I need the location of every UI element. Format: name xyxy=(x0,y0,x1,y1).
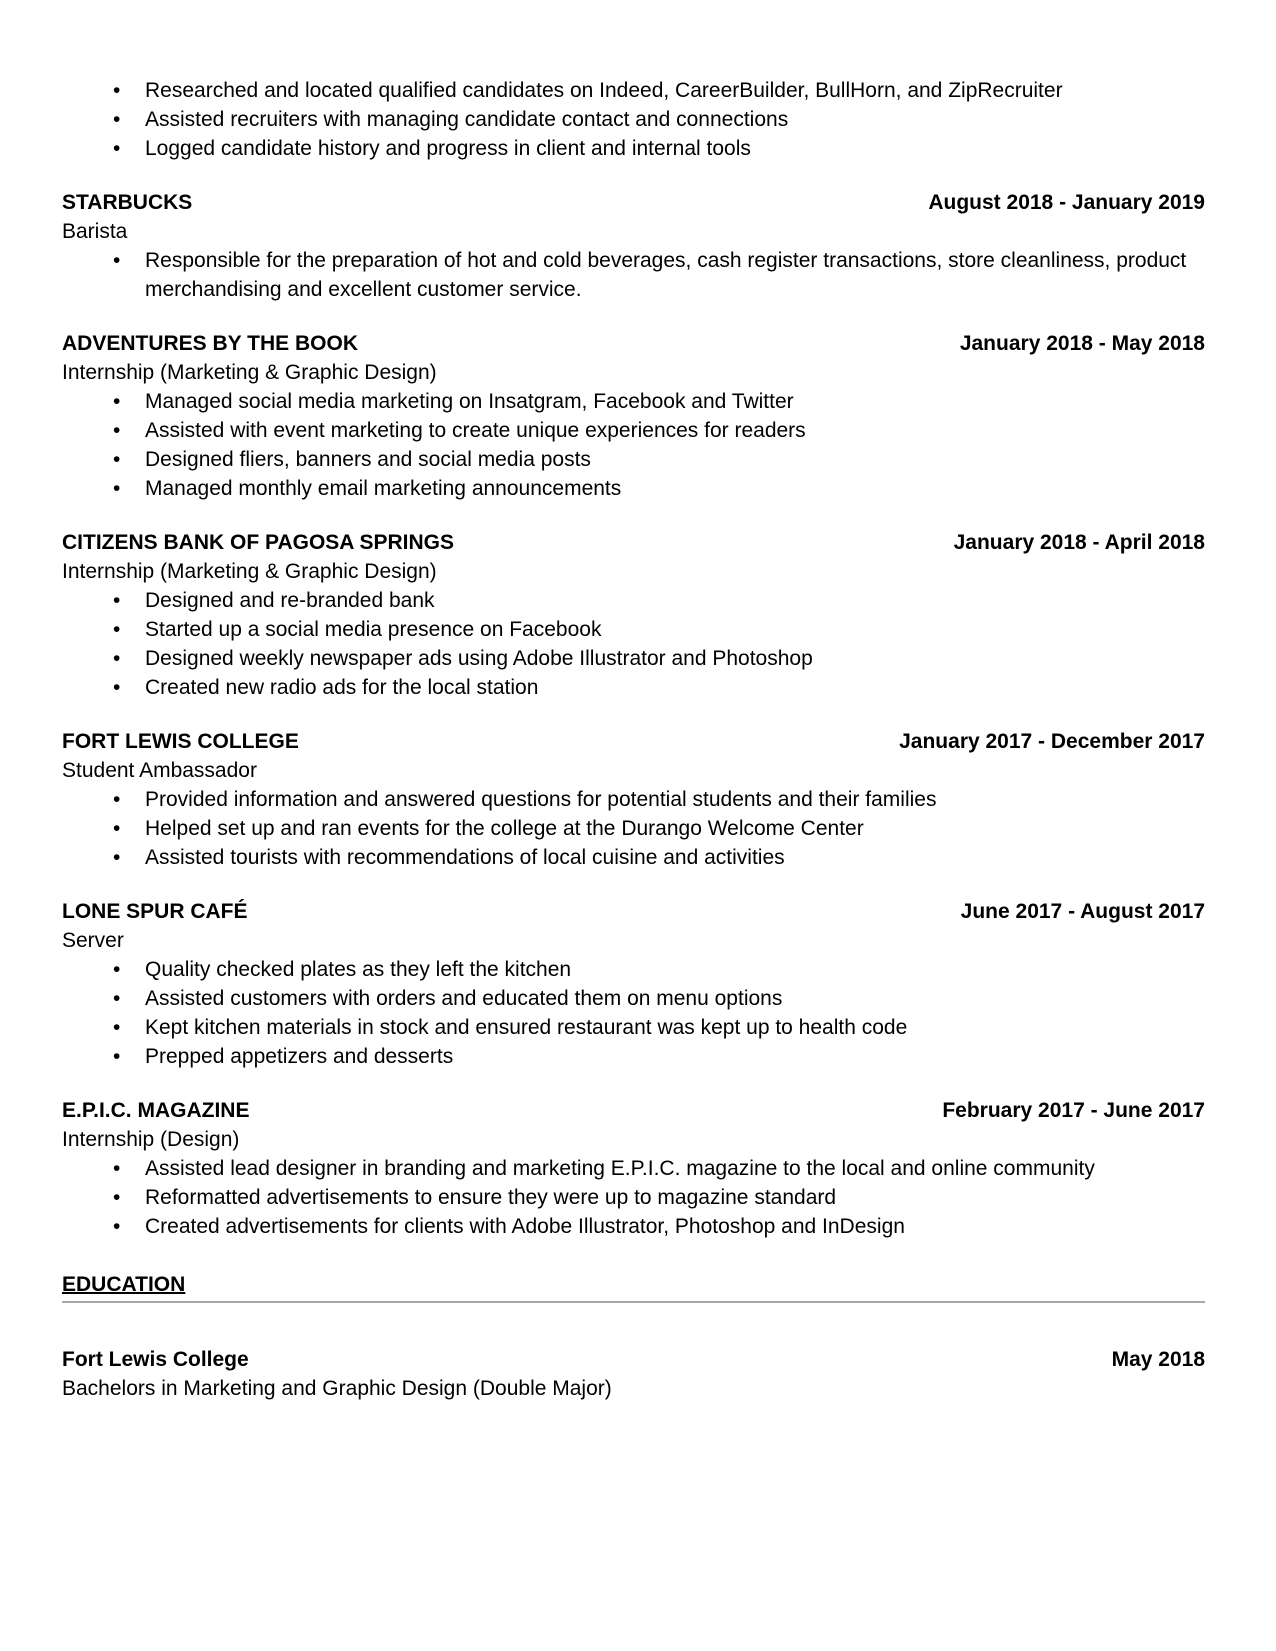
job-title: Internship (Marketing & Graphic Design) xyxy=(62,361,437,384)
section-header xyxy=(62,1096,1205,1125)
bullet-item: • Designed and re-branded bank xyxy=(62,586,1205,615)
date-range: January 2017 - December 2017 xyxy=(899,730,1205,753)
bullet-item: • Created new radio ads for the local station xyxy=(62,673,1205,702)
bullet-item: • Created advertisements for clients with Adobe Illustrator, Photoshop and InDesign xyxy=(62,1212,1205,1241)
experience-section-starbucks xyxy=(62,188,1205,304)
bullet-item: • Researched and located qualified candidates on Indeed, CareerBuilder, BullHorn, and ZipRecruiter xyxy=(62,76,1205,105)
company-name: LONE SPUR CAFÉ xyxy=(62,900,248,923)
bullet-item: • Responsible for the preparation of hot and cold beverages, cash register transactions, store cleanliness, product merchandising and excellent customer service. xyxy=(62,246,1205,304)
resume-content xyxy=(62,76,1205,1403)
education-entry xyxy=(62,1345,1205,1403)
company-name: E.P.I.C. MAGAZINE xyxy=(62,1099,250,1122)
section-header xyxy=(62,188,1205,217)
bullet-item: • Prepped appetizers and desserts xyxy=(62,1042,1205,1071)
degree-name: Bachelors in Marketing and Graphic Design (Double Major) xyxy=(62,1377,612,1400)
bullet-list xyxy=(62,586,1205,702)
experience-section-epic-magazine xyxy=(62,1096,1205,1241)
section-header xyxy=(62,727,1205,756)
company-name: CITIZENS BANK OF PAGOSA SPRINGS xyxy=(62,531,455,554)
date-range: February 2017 - June 2017 xyxy=(942,1099,1205,1122)
bullet-item: • Managed monthly email marketing announcements xyxy=(62,474,1205,503)
job-title: Internship (Marketing & Graphic Design) xyxy=(62,560,437,583)
bullet-item: • Assisted with event marketing to create unique experiences for readers xyxy=(62,416,1205,445)
bullet-item: • Started up a social media presence on Facebook xyxy=(62,615,1205,644)
date-range: August 2018 - January 2019 xyxy=(928,191,1205,214)
education-section-heading xyxy=(62,1271,1205,1303)
bullet-list xyxy=(62,1154,1205,1241)
bullet-item: • Logged candidate history and progress in client and internal tools xyxy=(62,134,1205,163)
job-title: Internship (Design) xyxy=(62,1128,240,1151)
bullet-item: • Quality checked plates as they left the kitchen xyxy=(62,955,1205,984)
experience-section-fort-lewis-college xyxy=(62,727,1205,872)
section-header xyxy=(62,528,1205,557)
experience-section-lone-spur-cafe xyxy=(62,897,1205,1071)
date-range: January 2018 - May 2018 xyxy=(959,332,1205,355)
experience-section-citizens-bank xyxy=(62,528,1205,702)
bullet-list xyxy=(62,955,1205,1071)
bullet-item: • Assisted lead designer in branding and marketing E.P.I.C. magazine to the local and online community xyxy=(62,1154,1205,1183)
bullet-item: • Assisted customers with orders and educated them on menu options xyxy=(62,984,1205,1013)
education-entry-header xyxy=(62,1345,1205,1374)
bullet-item: • Provided information and answered questions for potential students and their families xyxy=(62,785,1205,814)
bullet-item: • Managed social media marketing on Insatgram, Facebook and Twitter xyxy=(62,387,1205,416)
bullet-list xyxy=(62,785,1205,872)
bullet-item: • Helped set up and ran events for the college at the Durango Welcome Center xyxy=(62,814,1205,843)
bullet-item: • Reformatted advertisements to ensure they were up to magazine standard xyxy=(62,1183,1205,1212)
bullet-item: • Assisted tourists with recommendations of local cuisine and activities xyxy=(62,843,1205,872)
school-name: Fort Lewis College xyxy=(62,1348,249,1371)
job-title: Barista xyxy=(62,220,128,243)
bullet-item: • Kept kitchen materials in stock and ensured restaurant was kept up to health code xyxy=(62,1013,1205,1042)
date-range: June 2017 - August 2017 xyxy=(960,900,1205,923)
bullet-item: • Designed weekly newspaper ads using Adobe Illustrator and Photoshop xyxy=(62,644,1205,673)
section-header xyxy=(62,897,1205,926)
education-heading-label: EDUCATION xyxy=(62,1273,186,1296)
bullet-item: • Assisted recruiters with managing candidate contact and connections xyxy=(62,105,1205,134)
section-header xyxy=(62,329,1205,358)
company-name: FORT LEWIS COLLEGE xyxy=(62,730,299,753)
bullet-item: • Designed fliers, banners and social media posts xyxy=(62,445,1205,474)
bullet-list xyxy=(62,387,1205,503)
bullet-list xyxy=(62,246,1205,304)
experience-section-adventures-by-the-book xyxy=(62,329,1205,503)
company-name: ADVENTURES BY THE BOOK xyxy=(62,332,358,355)
graduation-date: May 2018 xyxy=(1111,1348,1205,1371)
date-range: January 2018 - April 2018 xyxy=(953,531,1205,554)
job-title: Student Ambassador xyxy=(62,759,257,782)
top-bullet-list xyxy=(62,76,1205,163)
company-name: STARBUCKS xyxy=(62,191,193,214)
job-title: Server xyxy=(62,929,124,952)
